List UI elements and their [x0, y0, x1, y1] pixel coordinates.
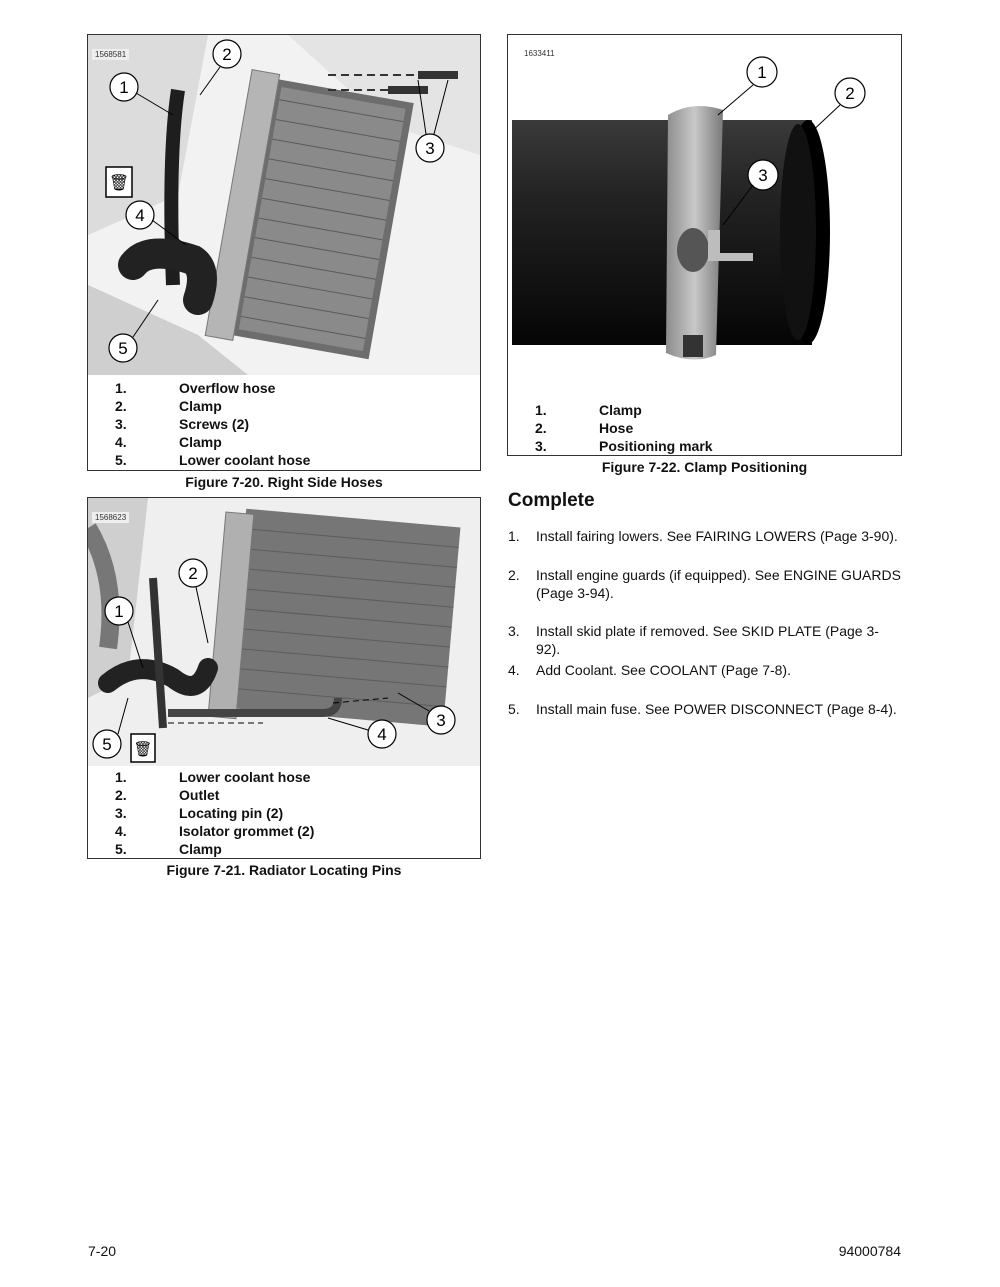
step-item: 1. Install fairing lowers. See FAIRING LOWERS (Page 3-90).	[508, 528, 898, 544]
step-item: 4. Add Coolant. See COOLANT (Page 7-8).	[508, 662, 791, 678]
figure-7-22-image	[508, 35, 901, 395]
legend-item: 5. Lower coolant hose	[115, 452, 311, 468]
legend-item: 4. Isolator grommet (2)	[115, 823, 315, 839]
svg-text:🗑: 🗑	[108, 173, 130, 192]
figure-7-22-id: 1633411	[524, 49, 555, 58]
figure-7-22-legend	[508, 401, 713, 455]
svg-text:🗑: 🗑	[133, 740, 153, 758]
svg-text:2: 2	[845, 84, 855, 103]
svg-text:4: 4	[135, 206, 145, 225]
legend-item: 2. Outlet	[115, 787, 220, 803]
legend-item: 3. Screws (2)	[115, 416, 250, 432]
svg-text:4: 4	[377, 725, 387, 744]
figure-7-21-caption: Figure 7-21. Radiator Locating Pins	[166, 862, 402, 878]
document-number: 94000784	[838, 1243, 901, 1259]
svg-text:2: 2	[188, 564, 198, 583]
figure-7-21-id: 1568623	[92, 512, 129, 523]
section-title-complete: Complete	[508, 490, 595, 511]
svg-text:3: 3	[758, 166, 768, 185]
figure-7-20-legend	[88, 379, 310, 469]
legend-item: 4. Clamp	[115, 434, 222, 450]
legend-item: 5. Clamp	[115, 841, 222, 857]
figure-7-20-caption: Figure 7-20. Right Side Hoses	[185, 474, 383, 490]
figure-7-20-image	[88, 35, 480, 375]
svg-text:2: 2	[222, 45, 232, 64]
svg-text:3: 3	[425, 139, 435, 158]
legend-item: 3. Positioning mark	[535, 438, 713, 454]
svg-text:3: 3	[436, 711, 446, 730]
page-number: 7-20	[88, 1243, 117, 1259]
step-item: 2. Install engine guards (if equipped). See ENGINE GUARDS (Page 3-94).	[508, 567, 901, 601]
figure-7-22-caption: Figure 7-22. Clamp Positioning	[601, 459, 808, 475]
figure-7-21-image	[88, 498, 480, 766]
figure-7-20-id: 1568581	[92, 49, 129, 60]
legend-item: 1. Overflow hose	[115, 380, 276, 396]
legend-item: 2. Hose	[535, 420, 634, 436]
svg-text:5: 5	[102, 735, 112, 754]
legend-item: 1. Lower coolant hose	[115, 769, 311, 785]
figure-7-21-legend	[88, 768, 314, 858]
legend-item: 1. Clamp	[535, 402, 642, 418]
svg-text:5: 5	[118, 339, 128, 358]
svg-text:1: 1	[114, 602, 124, 621]
svg-text:1: 1	[119, 78, 129, 97]
step-item: 5. Install main fuse. See POWER DISCONNECT (Page 8-4).	[508, 701, 897, 717]
legend-item: 3. Locating pin (2)	[115, 805, 284, 821]
legend-item: 2. Clamp	[115, 398, 222, 414]
svg-text:1: 1	[757, 63, 767, 82]
step-item: 3. Install skid plate if removed. See SKID PLATE (Page 3-92).	[508, 623, 879, 657]
